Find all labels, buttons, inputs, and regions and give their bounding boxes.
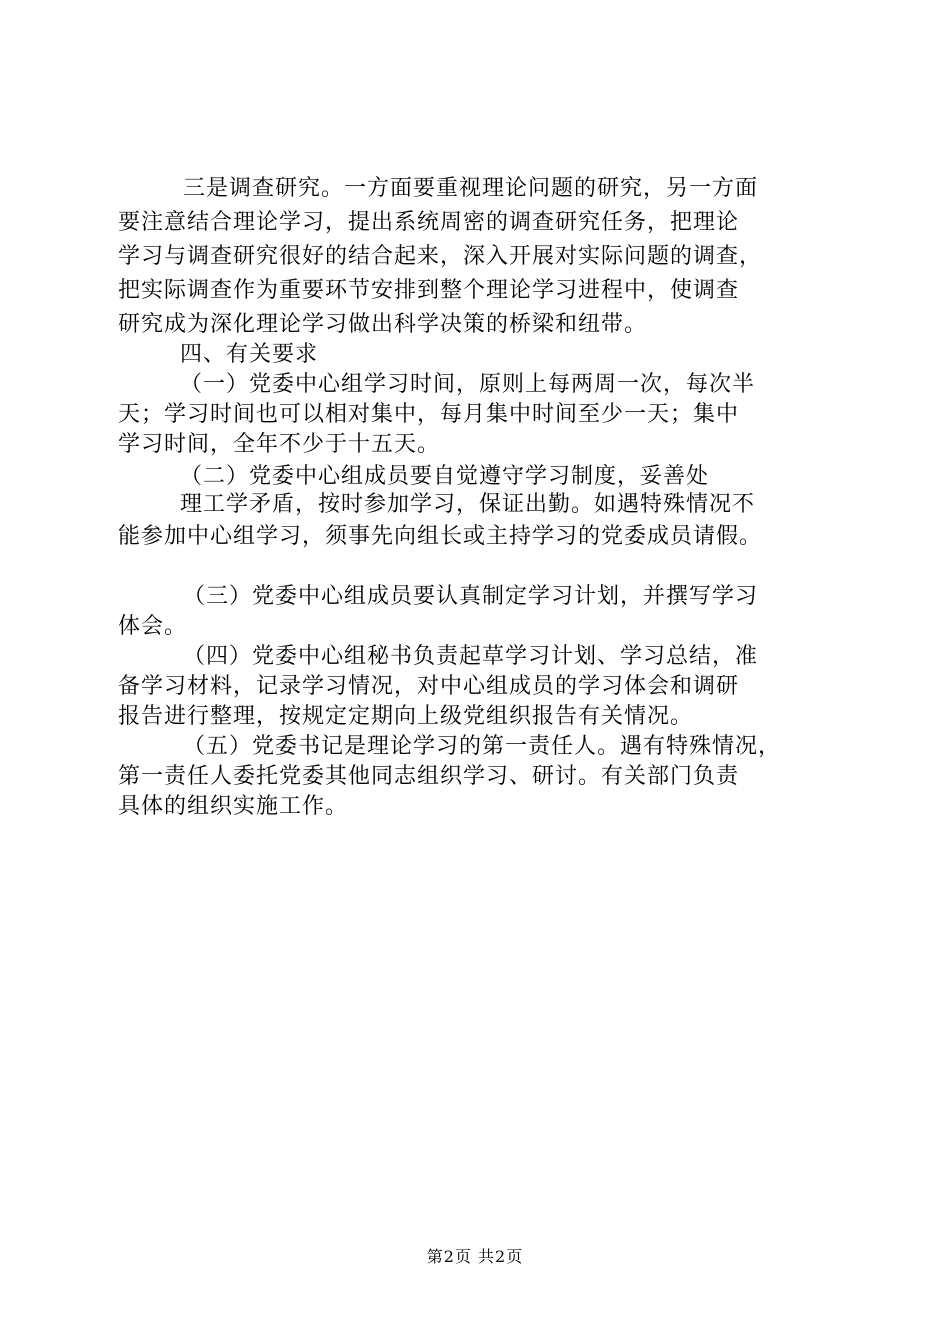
text-line: 研究成为深化理论学习做出科学决策的桥梁和纽带。 bbox=[118, 312, 648, 337]
text-line: （三）党委中心组成员要认真制定学习计划，并撰写学习 bbox=[183, 584, 759, 609]
text-line: 能参加中心组学习，须事先向组长或主持学习的党委成员请假。 bbox=[118, 524, 763, 549]
text-line: （一）党委中心组学习时间，原则上每两周一次，每次半 bbox=[180, 372, 756, 397]
text-line: （四）党委中心组秘书负责起草学习计划、学习总结，准 bbox=[183, 644, 759, 669]
text-line: 把实际调查作为重要环节安排到整个理论学习进程中，使调查 bbox=[118, 278, 740, 303]
text-line: 学习与调查研究很好的结合起来，深入开展对实际问题的调查， bbox=[118, 244, 763, 269]
text-line: 三是调查研究。一方面要重视理论问题的研究，另一方面 bbox=[183, 176, 759, 201]
text-line: 报告进行整理，按规定定期向上级党组织报告有关情况。 bbox=[118, 704, 694, 729]
text-line: 具体的组织实施工作。 bbox=[118, 794, 349, 819]
text-line: （二）党委中心组成员要自觉遵守学习制度，妥善处 bbox=[180, 464, 710, 489]
text-line: （五）党委书记是理论学习的第一责任人。遇有特殊情况， bbox=[183, 734, 782, 759]
text-line: 体会。 bbox=[118, 614, 188, 639]
text-line: 第一责任人委托党委其他同志组织学习、研讨。有关部门负责 bbox=[118, 764, 740, 789]
page-footer: 第2页 共2页 bbox=[426, 1247, 524, 1266]
text-line: 天；学习时间也可以相对集中，每月集中时间至少一天；集中 bbox=[118, 402, 740, 427]
text-line: 备学习材料，记录学习情况，对中心组成员的学习体会和调研 bbox=[118, 674, 740, 699]
text-line: 要注意结合理论学习，提出系统周密的调查研究任务，把理论 bbox=[118, 210, 740, 235]
text-line: 学习时间，全年不少于十五天。 bbox=[118, 432, 441, 457]
section-heading: 四、有关要求 bbox=[180, 342, 319, 367]
text-line: 理工学矛盾，按时参加学习，保证出勤。如遇特殊情况不 bbox=[180, 492, 756, 517]
